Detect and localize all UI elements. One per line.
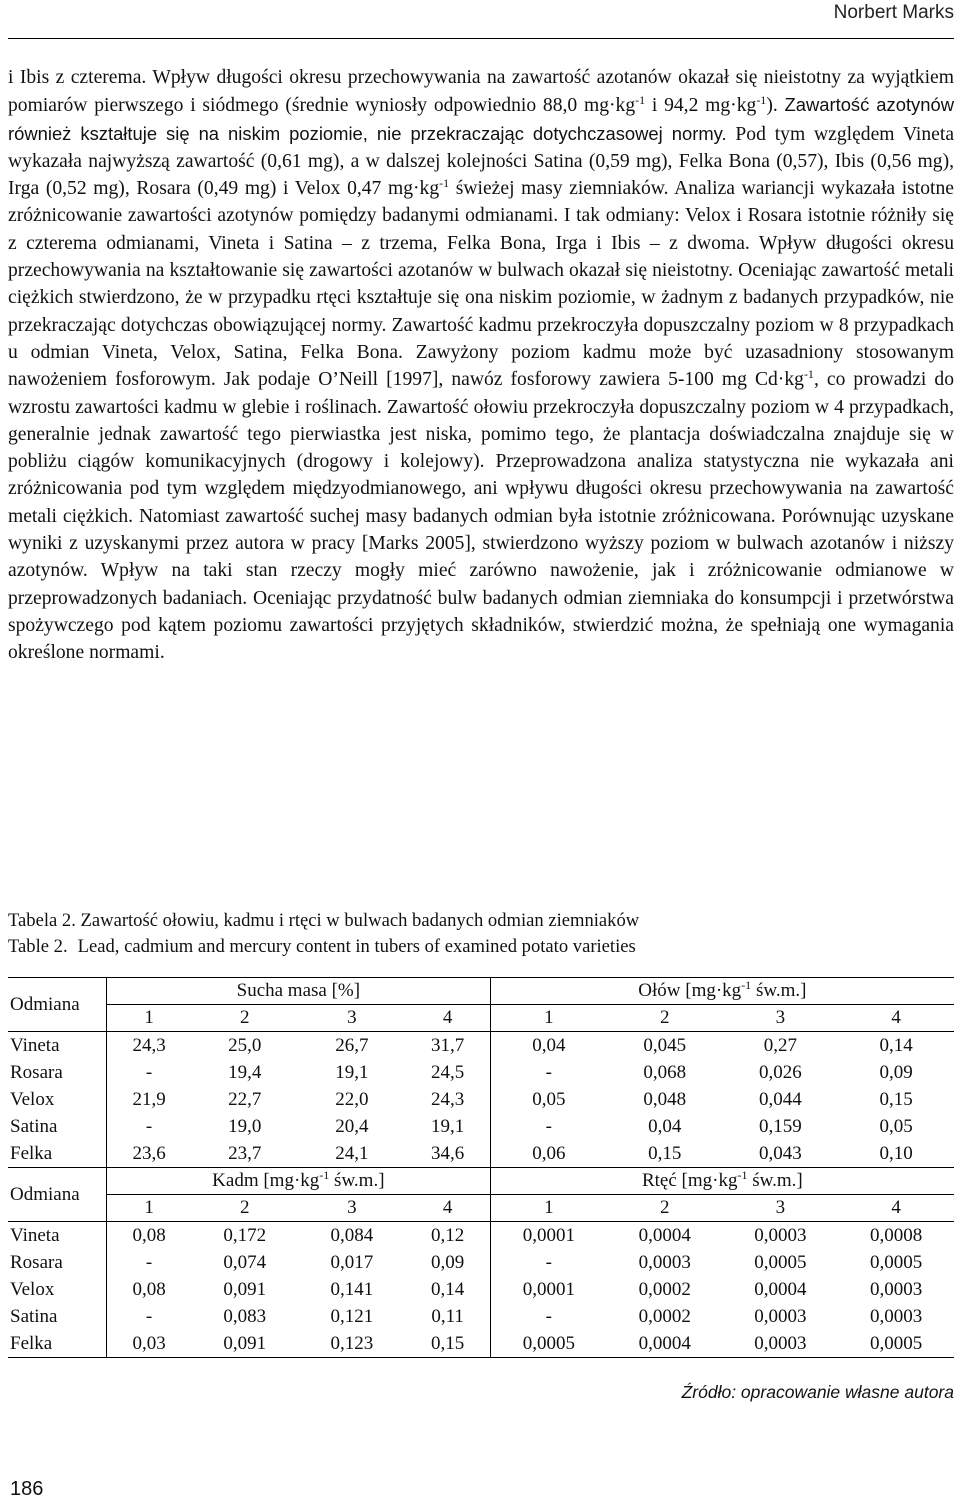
variety-name-cell: Velox — [10, 1088, 55, 1110]
body-text-part: i 94,2 mg·kg — [645, 95, 757, 117]
value-cell: 0,084 — [330, 1224, 374, 1246]
superscript: -1 — [439, 176, 450, 191]
value-cell: 0,12 — [431, 1224, 465, 1246]
table-section-dry-matter-lead — [8, 978, 954, 1168]
value-cell: 19,0 — [228, 1115, 262, 1137]
column-number-header: 1 — [107, 1005, 192, 1032]
variety-name-cell: Rosara — [10, 1061, 63, 1083]
value-cell: 0,08 — [107, 1222, 192, 1250]
group-header-text: Rtęć [mg·kg — [641, 1170, 738, 1191]
group-header-text: św.m.] — [751, 980, 807, 1001]
running-header-author: Norbert Marks — [833, 2, 954, 23]
value-cell: 23,6 — [107, 1140, 192, 1168]
variety-name-cell: Vineta — [10, 1224, 60, 1246]
body-text-part: , co prowadzi do wzrostu zawartości kadmu w glebie i roślinach. Zawartość ołowiu przekroczyła dopuszczalny poziom w 4 przypadkach, generalnie jednak zawartość tego pierwiastka jest niska, pomimo tego, że plantacja doświadczalna znajduje się w pobliżu ciągów komunikacyjnych (drogowy i kolejowy). Przeprowadzona analiza statystyczna nie wykazała ani zróżnicowania pod tym względem międzyodmianowego, ani wpływu długości okresu przechowywania na zawartość metali ciężkich. Natomiast zawartość suchej masy badanych odmian była istotnie zróżnicowana. Porównując uzyskane wyniki z uzyskanymi przez autora w pracy [Marks 2005], stwierdzono wyższy poziom w bulwach azotanów i niższy azotynów. Wpływ na taki stan rzeczy mogły mieć zarówno nawożenie, jak i zróżnicowanie odmianowe w przeprowadzonych badaniach. Oceniając przydatność bulw badanych odmian ziemniaka do konsumpcji i przetwórstwa spożywczego pod kątem poziomu zawartości przyjętych składników, stwierdzić można, że spełniają one wymagania określone normami. — [8, 369, 954, 664]
column-number-header: 4 — [406, 1195, 491, 1222]
column-number-header: 1 — [490, 1195, 607, 1222]
value-cell: 0,141 — [330, 1278, 374, 1300]
value-cell: 0,15 — [406, 1330, 491, 1358]
value-cell: 0,017 — [330, 1251, 374, 1273]
value-cell: 0,091 — [191, 1330, 298, 1358]
value-cell: 19,1 — [335, 1061, 369, 1083]
table-row — [8, 1330, 954, 1358]
value-cell: 34,6 — [431, 1142, 465, 1164]
variety-header: Odmiana — [8, 978, 107, 1032]
value-cell: 0,14 — [431, 1278, 465, 1300]
table-caption — [8, 908, 639, 960]
body-text-part: ). — [766, 95, 785, 117]
column-number-row — [8, 1005, 954, 1032]
variety-name-cell: Satina — [10, 1115, 58, 1137]
value-cell: 0,05 — [879, 1115, 913, 1137]
value-cell: 0,09 — [431, 1251, 465, 1273]
value-cell: 0,0003 — [754, 1224, 807, 1246]
value-cell: 0,0004 — [607, 1330, 723, 1358]
table-section-cadmium-mercury — [8, 1168, 954, 1358]
value-cell: 0,10 — [879, 1142, 913, 1164]
value-cell: 0,08 — [107, 1276, 192, 1303]
value-cell: 0,05 — [490, 1086, 607, 1113]
group-header-text: św.m.] — [747, 1170, 803, 1191]
value-cell: 20,4 — [335, 1115, 369, 1137]
value-cell: 0,14 — [879, 1034, 913, 1056]
value-cell: 0,03 — [107, 1330, 192, 1358]
value-cell: 0,123 — [298, 1330, 405, 1358]
caption-english — [8, 934, 639, 960]
variety-name-cell: Felka — [8, 1330, 107, 1358]
value-cell: 0,159 — [759, 1115, 802, 1137]
value-cell: 31,7 — [431, 1034, 465, 1056]
value-cell: - — [490, 1249, 607, 1276]
value-cell: 24,3 — [431, 1088, 465, 1110]
variety-name-cell: Vineta — [10, 1034, 60, 1056]
page-number: 186 — [10, 1478, 44, 1500]
value-cell: 0,0003 — [638, 1251, 691, 1273]
caption-pl-label: Tabela 2. — [8, 910, 76, 931]
column-number-header: 3 — [298, 1195, 405, 1222]
value-cell: 0,09 — [879, 1061, 913, 1083]
value-cell: 0,0005 — [838, 1330, 954, 1358]
value-cell: 0,0002 — [638, 1305, 691, 1327]
value-cell: 0,172 — [223, 1224, 267, 1246]
superscript: -1 — [803, 367, 814, 382]
value-cell: - — [490, 1303, 607, 1330]
value-cell: 0,15 — [879, 1088, 913, 1110]
value-cell: 0,026 — [759, 1061, 802, 1083]
column-number-header: 2 — [191, 1195, 298, 1222]
group-header-row — [8, 1168, 954, 1195]
variety-name-cell: Velox — [10, 1278, 55, 1300]
body-paragraph-text — [8, 64, 954, 667]
group-header-mercury — [490, 1168, 954, 1195]
column-number-header: 1 — [490, 1005, 607, 1032]
caption-en-label: Table 2. — [8, 936, 68, 957]
value-cell: 0,04 — [490, 1032, 607, 1060]
value-cell: 0,083 — [223, 1305, 267, 1327]
value-cell: 24,1 — [335, 1142, 369, 1164]
value-cell: 0,121 — [330, 1305, 374, 1327]
value-cell: - — [490, 1113, 607, 1140]
superscript: -1 — [756, 93, 767, 108]
group-header-text: Ołów [mg·kg — [638, 980, 742, 1001]
table-row — [8, 1032, 954, 1060]
table-row — [8, 1222, 954, 1250]
value-cell: 0,0005 — [870, 1251, 923, 1273]
value-cell: 0,0004 — [754, 1278, 807, 1300]
value-cell: 0,0002 — [638, 1278, 691, 1300]
body-text-part: i Ibis z czterema. Wpływ długości okresu przechowywania na zawartość azotanów okazał się nieistotny za wyjątkiem pomiarów pierwszego i siódmego (średnie wyniosły odpowiednio 88,0 mg·kg — [8, 67, 954, 117]
group-header-cadmium — [107, 1168, 491, 1195]
superscript: -1 — [741, 978, 752, 992]
value-cell: 24,3 — [107, 1032, 192, 1060]
value-cell: 0,0008 — [870, 1224, 923, 1246]
column-number-header: 3 — [723, 1005, 839, 1032]
column-number-header: 1 — [107, 1195, 192, 1222]
value-cell: 19,4 — [228, 1061, 262, 1083]
value-cell: 0,0001 — [490, 1222, 607, 1250]
value-cell: 22,0 — [335, 1088, 369, 1110]
value-cell: 0,06 — [490, 1140, 607, 1168]
table-row — [8, 1249, 954, 1276]
value-cell: - — [490, 1059, 607, 1086]
superscript: -1 — [319, 1168, 330, 1182]
value-cell: 0,0003 — [754, 1305, 807, 1327]
value-cell: 22,7 — [228, 1088, 262, 1110]
value-cell: 24,5 — [431, 1061, 465, 1083]
value-cell: 0,0005 — [490, 1330, 607, 1358]
value-cell: 0,0003 — [870, 1305, 923, 1327]
superscript: -1 — [737, 1168, 748, 1182]
value-cell: 23,7 — [228, 1142, 262, 1164]
value-cell: 0,0001 — [490, 1276, 607, 1303]
column-number-header: 4 — [838, 1195, 954, 1222]
header-rule — [8, 38, 954, 39]
value-cell: - — [107, 1059, 192, 1086]
column-number-header: 4 — [406, 1005, 491, 1032]
value-cell: 0,074 — [223, 1251, 267, 1273]
caption-en-text: Lead, cadmium and mercury content in tubers of examined potato varieties — [77, 936, 636, 957]
body-text-part: świeżej masy ziemniaków. Analiza wariancji wykazała istotne zróżnicowanie zawartości azotynów pomiędzy badanymi odmianami. I tak odmiany: Velox i Rosara istotnie różniły się z czterema odmianami, Vineta i Satina – z trzema, Felka Bona, Irga i Ibis – z dwoma. Wpływ długości okresu przechowywania na kształtowanie się zawartości azotanów w bulwach okazał się nieistotny. Oceniając zawartość metali ciężkich stwierdzono, że w przypadku rtęci kształtuje się ona niskim poziomie, w żadnym z badanych przypadków, nie przekraczając dotychczas obowiązującej normy. Zawartość kadmu przekroczyła dopuszczalny poziom w 8 przypadkach u odmian Vineta, Velox, Satina, Felka Bona. Zawyżony poziom kadmu może być uzasadniony stosowanym nawożeniem fosforowym. Jak podaje O’Neill [1997], nawóz fosforowy zawiera 5-100 mg Cd·kg — [8, 178, 954, 391]
value-cell: 0,0005 — [754, 1251, 807, 1273]
column-number-header: 4 — [838, 1005, 954, 1032]
caption-pl-text: Zawartość ołowiu, kadmu i rtęci w bulwach badanych odmian ziemniaków — [80, 910, 640, 931]
table-row — [8, 1303, 954, 1330]
column-number-header: 2 — [607, 1005, 723, 1032]
value-cell: - — [107, 1113, 192, 1140]
value-cell: 0,045 — [643, 1034, 687, 1056]
value-cell: 0,27 — [763, 1034, 798, 1056]
group-header-row — [8, 978, 954, 1005]
body-text-sans-part: Zawartość azotynów również kształtuje się na niskim poziomie, nie przekraczając dotychczasowej normy. — [8, 94, 954, 144]
column-number-header: 3 — [298, 1005, 405, 1032]
value-cell: 0,068 — [643, 1061, 687, 1083]
table-row — [8, 1276, 954, 1303]
column-number-header: 2 — [607, 1195, 723, 1222]
variety-header: Odmiana — [8, 1168, 107, 1222]
superscript: -1 — [635, 93, 646, 108]
value-cell: 0,0003 — [870, 1278, 923, 1300]
variety-name-cell: Satina — [10, 1305, 58, 1327]
value-cell: 0,048 — [643, 1088, 687, 1110]
table-row — [8, 1086, 954, 1113]
value-cell: 0,0004 — [638, 1224, 691, 1246]
value-cell: 0,091 — [223, 1278, 267, 1300]
table-row — [8, 1113, 954, 1140]
variety-name-cell: Rosara — [10, 1251, 63, 1273]
value-cell: 0,15 — [648, 1142, 682, 1164]
value-cell: 26,7 — [335, 1034, 369, 1056]
table-row — [8, 1059, 954, 1086]
value-cell: 19,1 — [431, 1115, 465, 1137]
group-header-text: Kadm [mg·kg — [212, 1170, 320, 1191]
value-cell: 0,11 — [431, 1305, 464, 1327]
value-cell: 21,9 — [107, 1086, 192, 1113]
column-number-row — [8, 1195, 954, 1222]
variety-name-cell: Felka — [10, 1142, 53, 1164]
value-cell: 0,043 — [759, 1142, 802, 1164]
group-header-dry-matter: Sucha masa [%] — [107, 978, 491, 1005]
value-cell: 25,0 — [228, 1034, 262, 1056]
body-paragraph — [8, 64, 954, 667]
source-note: Źródło: opracowanie własne autora — [681, 1382, 954, 1402]
value-cell: 0,04 — [648, 1115, 682, 1137]
group-header-text: św.m.] — [329, 1170, 385, 1191]
body-text-part: Pod tym względem Vineta wykazała najwyższą zawartość (0,61 mg), a w dalszej kolejności Satina (0,59 mg), Felka Bona (0,57), Ibis (0,56 mg), Irga (0,52 mg), Rosara (0,49 mg) i Velox 0,47 mg·kg — [8, 123, 955, 200]
caption-polish — [8, 908, 639, 934]
column-number-header: 2 — [191, 1005, 298, 1032]
value-cell: 0,044 — [759, 1088, 802, 1110]
table-row — [8, 1140, 954, 1168]
value-cell: 0,0003 — [723, 1330, 839, 1358]
group-header-lead — [490, 978, 954, 1005]
value-cell: - — [107, 1249, 192, 1276]
column-number-header: 3 — [723, 1195, 839, 1222]
value-cell: - — [107, 1303, 192, 1330]
data-table — [8, 977, 954, 1358]
